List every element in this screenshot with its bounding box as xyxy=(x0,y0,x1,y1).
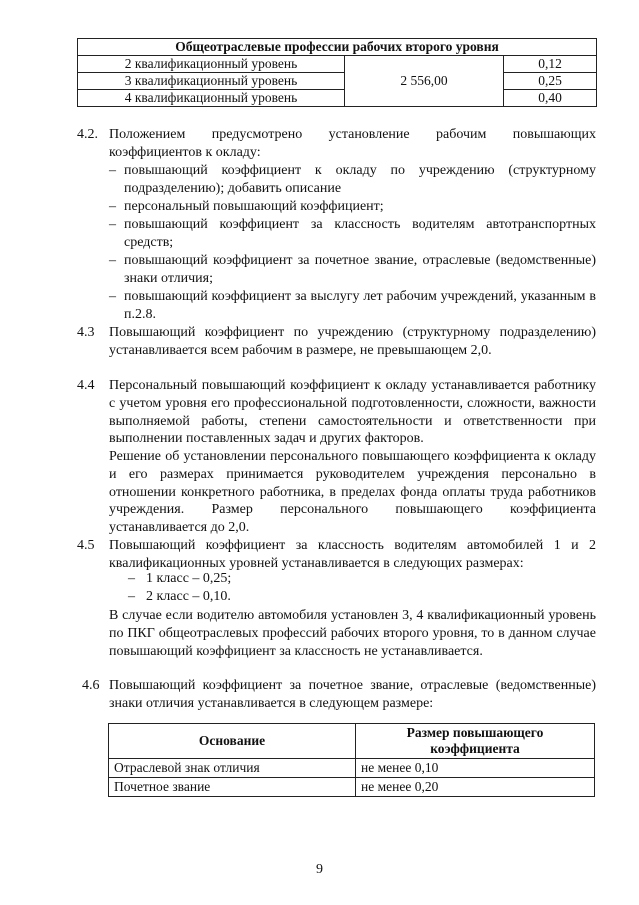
section-number: 4.3 xyxy=(77,325,95,340)
dash-marker: – xyxy=(109,253,116,268)
table-row xyxy=(78,56,597,73)
size-cell: не менее 0,10 xyxy=(356,759,595,778)
list-item: повышающий коэффициент к окладу по учреждению (структурному подразделению); добавить описание xyxy=(124,163,596,196)
section-number: 4.5 xyxy=(77,538,95,553)
coef-cell: 0,40 xyxy=(504,90,597,107)
basis-cell: Почетное звание xyxy=(109,778,356,797)
table-row xyxy=(78,73,597,90)
level-cell: 3 квалификационный уровень xyxy=(78,73,345,90)
dash-marker: – xyxy=(109,163,116,178)
honors-table-header-basis: Основание xyxy=(109,724,356,759)
section-4-6-text: Повышающий коэффициент за почетное звание, отраслевые (ведомственные) знаки отличия устанавливается в следующем размере: xyxy=(109,678,596,711)
table-row xyxy=(109,759,595,778)
size-cell: не менее 0,20 xyxy=(356,778,595,797)
list-item: повышающий коэффициент за классность водителям автотранспортных средств; xyxy=(124,217,596,250)
section-number: 4.4 xyxy=(77,378,95,393)
level-cell: 2 квалификационный уровень xyxy=(78,56,345,73)
honors-table-header-size: Размер повышающего коэффициента xyxy=(356,724,595,759)
section-4-2-intro: Положением предусмотрено установление рабочим повышающих коэффициентов к окладу: xyxy=(109,127,596,160)
section-4-5-text: Повышающий коэффициент за классность водителям автомобилей 1 и 2 квалификационных уровней устанавливается в следующих размерах: xyxy=(109,538,596,571)
page-number: 9 xyxy=(316,862,323,877)
qualification-table-header: Общеотраслевые профессии рабочих второго уровня xyxy=(78,39,597,56)
list-item: 1 класс – 0,25; xyxy=(146,571,232,586)
section-4-4-decision: Решение об установлении персонального повышающего коэффициента к окладу и его размерах принимается руководителем учреждения персонально в отношении конкретного работника, в пределах фонда оплаты труда работников учреждения. Размер персонального повышающего коэффициента устанавливается до 2,0. xyxy=(109,449,596,536)
qualification-table xyxy=(77,38,597,107)
dash-marker: – xyxy=(128,571,135,586)
coef-cell: 0,12 xyxy=(504,56,597,73)
basis-cell: Отраслевой знак отличия xyxy=(109,759,356,778)
dash-marker: – xyxy=(109,217,116,232)
list-item: повышающий коэффициент за почетное звание, отраслевые (ведомственные) знаки отличия; xyxy=(124,253,596,286)
table-row xyxy=(109,778,595,797)
section-4-4-text: Персональный повышающий коэффициент к окладу устанавливается работнику с учетом уровня его профессиональной подготовленности, сложности, важности выполняемой работы, степени самостоятельности и ответственности при выполнении поставленных задач и других факторов. xyxy=(109,378,596,447)
salary-cell: 2 556,00 xyxy=(345,56,504,107)
dash-marker: – xyxy=(109,289,116,304)
section-number: 4.2. xyxy=(77,127,98,142)
dash-marker: – xyxy=(109,199,116,214)
list-item: персональный повышающий коэффициент; xyxy=(124,199,384,214)
level-cell: 4 квалификационный уровень xyxy=(78,90,345,107)
honors-table xyxy=(108,723,595,797)
list-item: повышающий коэффициент за выслугу лет рабочим учреждений, указанным в п.2.8. xyxy=(124,289,596,322)
section-number: 4.6 xyxy=(82,678,100,693)
list-item: 2 класс – 0,10. xyxy=(146,589,231,604)
section-4-3-text: Повышающий коэффициент по учреждению (структурному подразделению) устанавливается всем рабочим в размере, не превышающем 2,0. xyxy=(109,325,596,358)
dash-marker: – xyxy=(128,589,135,604)
coef-cell: 0,25 xyxy=(504,73,597,90)
section-4-5-note: В случае если водителю автомобиля установлен 3, 4 квалификационный уровень по ПКГ общеотраслевых профессий рабочих второго уровня, то в данном случае повышающий коэффициент за классность не устанавливается. xyxy=(109,608,596,659)
table-row xyxy=(78,90,597,107)
